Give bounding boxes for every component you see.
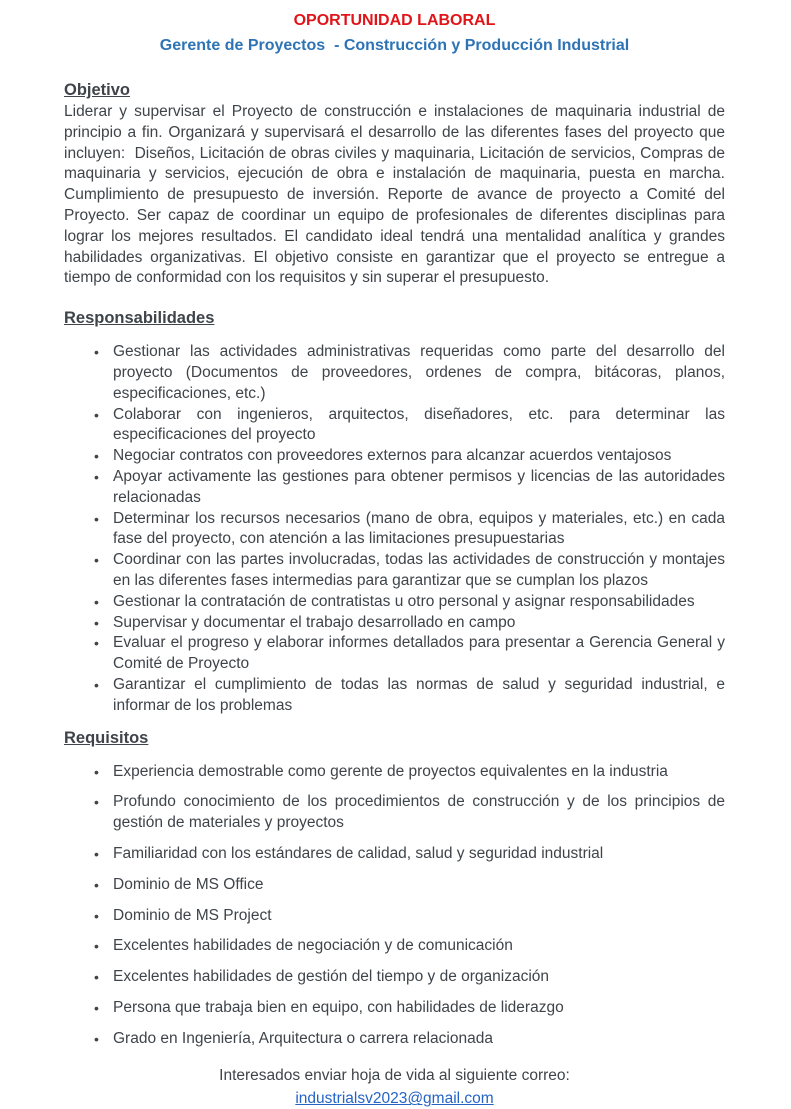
list-item: • Garantizar el cumplimiento de todas las normas de salud y seguridad industrial, e informar de los problemas — [113, 675, 725, 717]
list-item: • Excelentes habilidades de negociación y de comunicación — [113, 936, 725, 957]
list-item: • Coordinar con las partes involucradas, todas las actividades de construcción y montajes en las diferentes fases intermedias para garantizar que se cumplan los plazos — [113, 550, 725, 592]
list-item: • Profundo conocimiento de los procedimientos de construcción y de los principios de gestión de materiales y proyectos — [113, 792, 725, 834]
list-item: • Evaluar el progreso y elaborar informes detallados para presentar a Gerencia General y Comité de Proyecto — [113, 633, 725, 675]
section-heading-requisitos: Requisitos — [64, 728, 149, 747]
responsabilidades-list — [64, 342, 725, 716]
footer-instruction: Interesados enviar hoja de vida al siguiente correo: — [219, 1067, 570, 1085]
list-item: • Dominio de MS Project — [113, 906, 725, 927]
list-item: • Apoyar activamente las gestiones para obtener permisos y licencias de las autoridades relacionadas — [113, 467, 725, 509]
list-item: • Supervisar y documentar el trabajo desarrollado en campo — [113, 613, 725, 634]
section-heading-responsabilidades: Responsabilidades — [64, 309, 215, 328]
email-link[interactable]: industrialsv2023@gmail.com — [295, 1090, 494, 1108]
requisitos-list — [64, 762, 725, 1050]
list-item: • Colaborar con ingenieros, arquitectos, diseñadores, etc. para determinar las especificaciones del proyecto — [113, 405, 725, 447]
page-subtitle: Gerente de Proyectos - Construcción y Producción Industrial — [159, 37, 630, 54]
list-item: • Grado en Ingeniería, Arquitectura o carrera relacionada — [113, 1029, 725, 1050]
list-item: • Gestionar la contratación de contratistas u otro personal y asignar responsabilidades — [113, 592, 725, 613]
section-heading-objetivo: Objetivo — [64, 81, 131, 99]
list-item: • Experiencia demostrable como gerente de proyectos equivalentes en la industria — [113, 762, 725, 783]
list-item: • Dominio de MS Office — [113, 875, 725, 896]
list-item: • Determinar los recursos necesarios (mano de obra, equipos y materiales, etc.) en cada fase del proyecto, con atención a las limitaciones presupuestarias — [113, 509, 725, 551]
footer — [64, 1065, 725, 1109]
list-item: • Negociar contratos con proveedores externos para alcanzar acuerdos ventajosos — [113, 446, 725, 467]
list-item: • Persona que trabaja bien en equipo, con habilidades de liderazgo — [113, 998, 725, 1019]
list-item: • Gestionar las actividades administrativas requeridas como parte del desarrollo del proyecto (Documentos de proveedores, ordenes de compra, bitácoras, planos, especificaciones, etc.) — [113, 342, 725, 404]
objetivo-paragraph: Liderar y supervisar el Proyecto de construcción e instalaciones de maquinaria industrial de principio a fin. Organizará y supervisará el desarrollo de las diferentes fases del proyecto que incluyen: Diseños, Licitación de obras civiles y maquinaria, Licitación de servicios, Compras de maquinaria y servicios, ejecución de obra e instalación de maquinaria, puesta en marcha. Cumplimiento de presupuesto de inversión. Reporte de avance de proyecto a Comité del Proyecto. Ser capaz de coordinar un equipo de profesionales de diferentes disciplinas para lograr los mejores resultados. El candidato ideal tendrá una mentalidad analítica y grandes habilidades organizativas. El objetivo consiste en garantizar que el proyecto se entregue a tiempo de conformidad con los requisitos y sin superar el presupuesto. — [64, 103, 730, 287]
page-title: OPORTUNIDAD LABORAL — [293, 12, 496, 29]
list-item: • Familiaridad con los estándares de calidad, salud y seguridad industrial — [113, 844, 725, 865]
list-item: • Excelentes habilidades de gestión del tiempo y de organización — [113, 967, 725, 988]
